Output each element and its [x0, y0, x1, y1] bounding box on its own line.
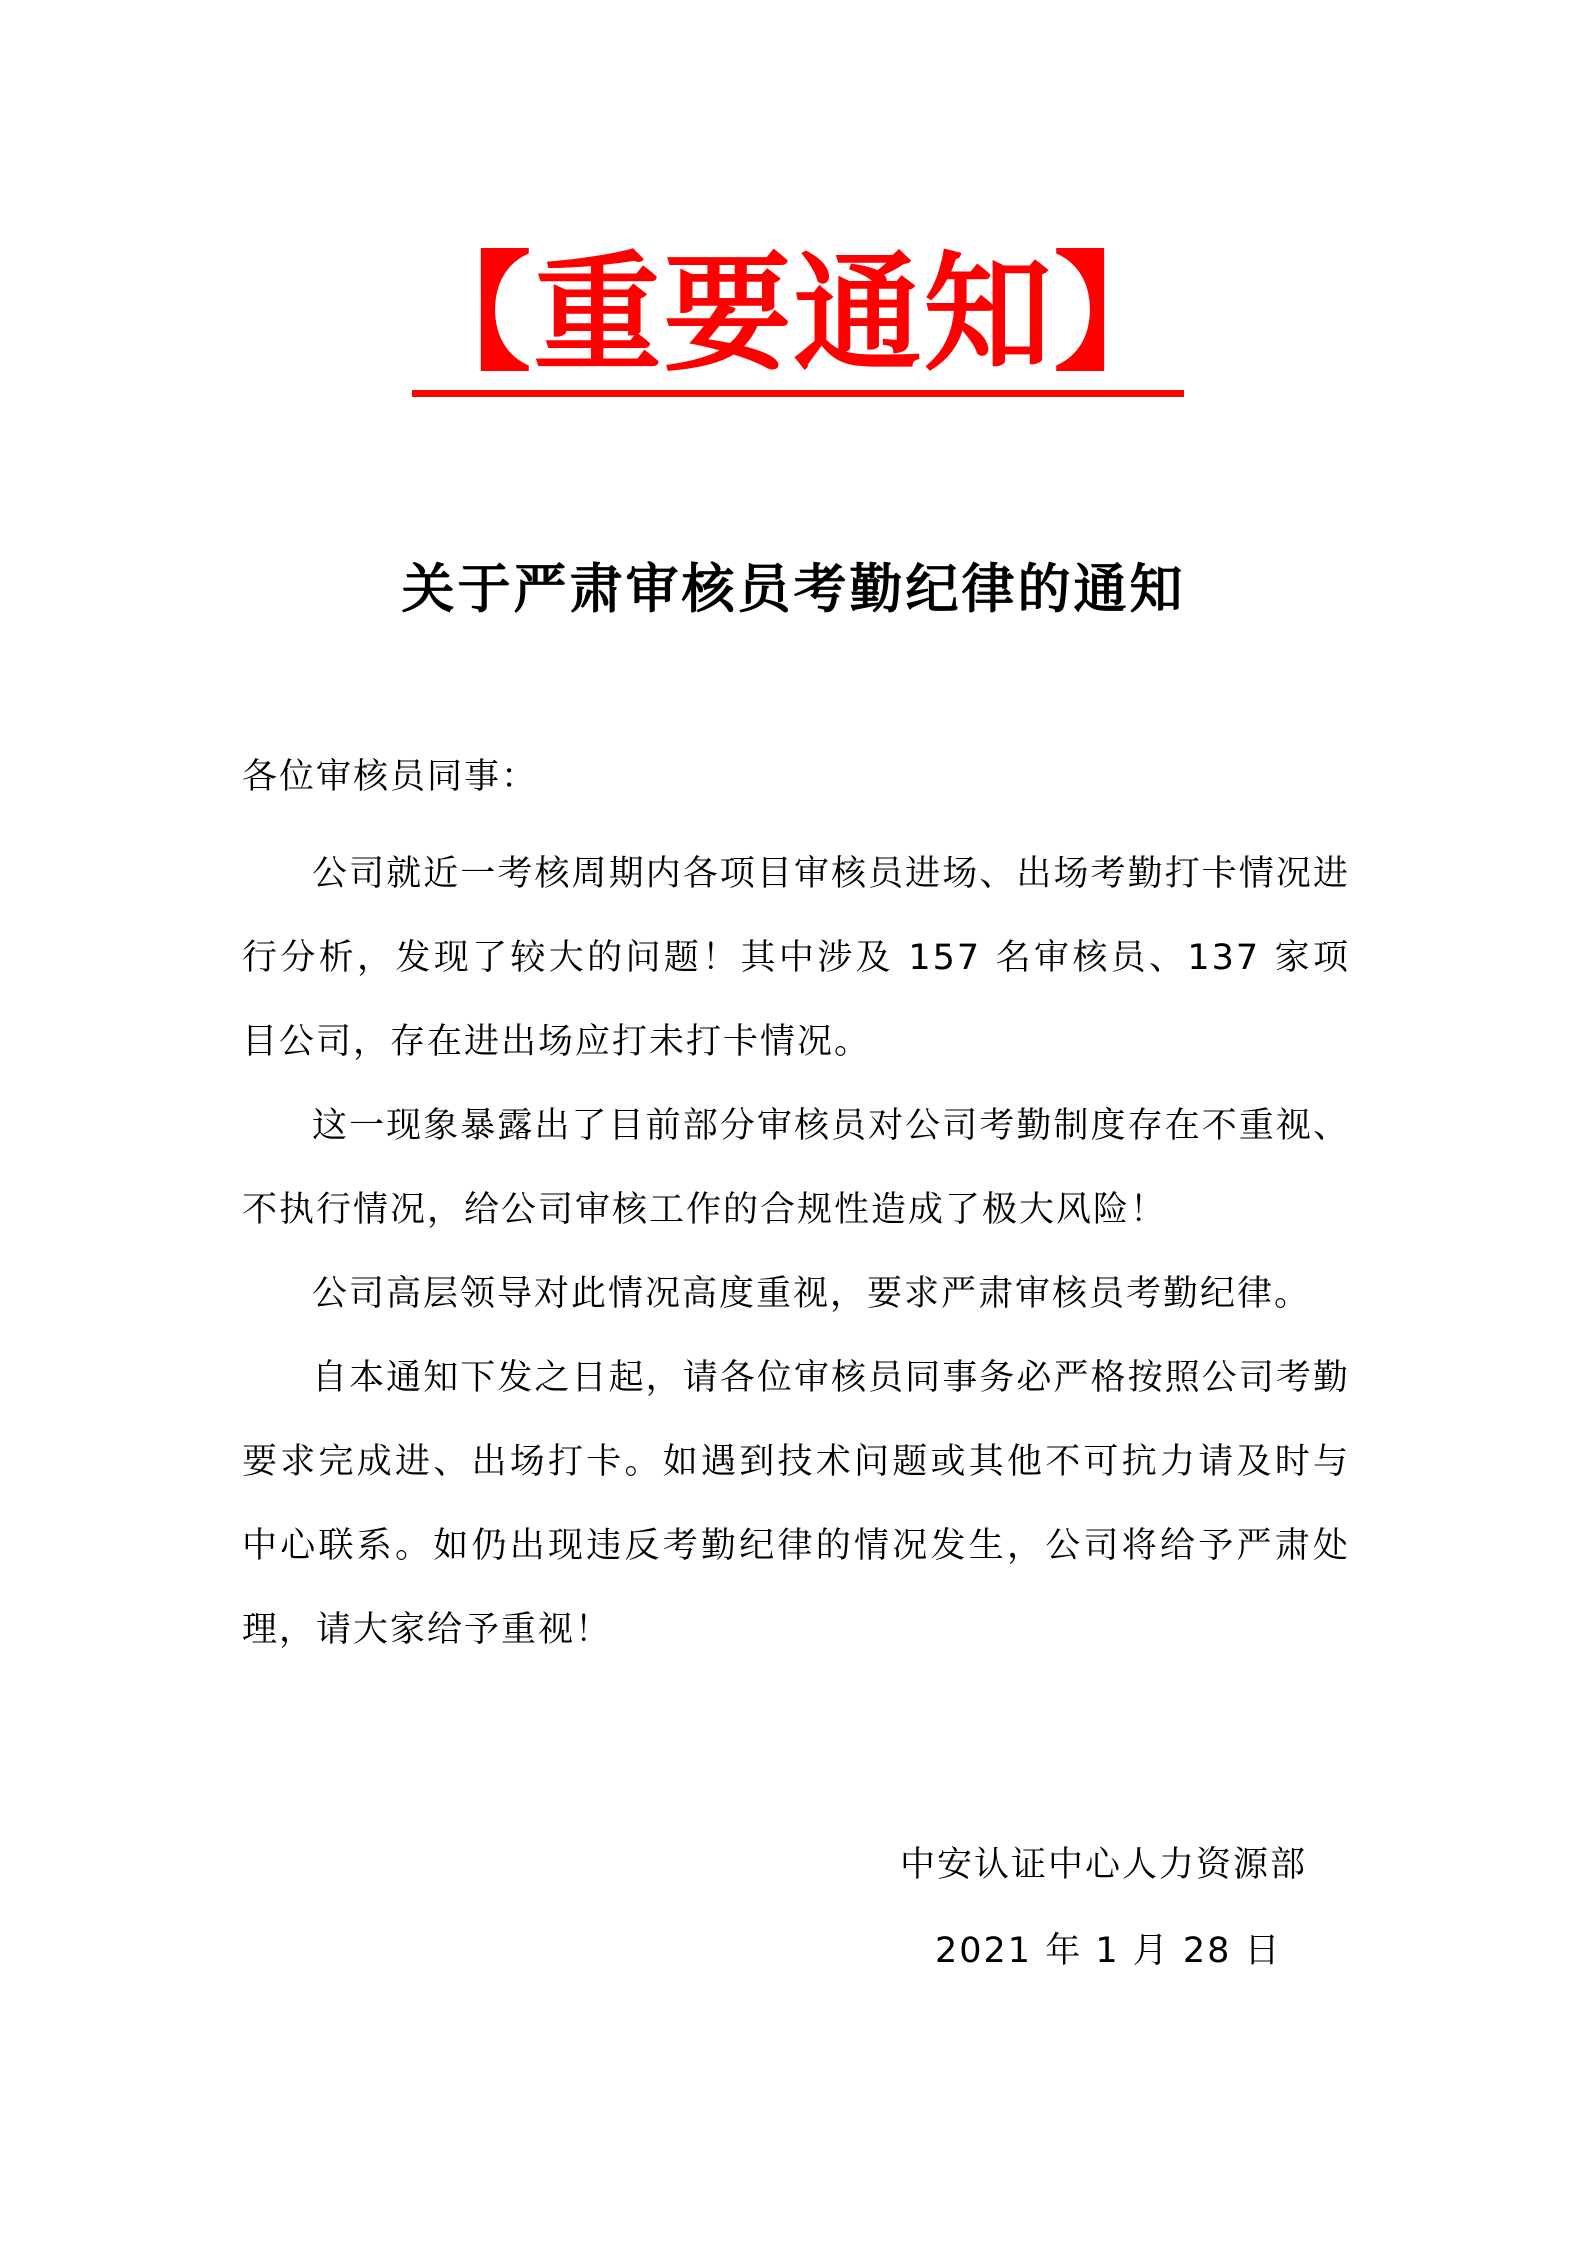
banner-underline-rule — [412, 390, 1184, 397]
document-title: 关于严肃审核员考勤纪律的通知 — [401, 559, 1186, 620]
body-paragraph-2: 这一现象暴露出了目前部分审核员对公司考勤制度存在不重视、不执行情况，给公司审核工作的合规性造成了极大风险！ — [242, 1106, 1350, 1230]
salutation: 各位审核员同事： — [242, 757, 539, 797]
signature-date: 2021 年 1 月 28 日 — [935, 1931, 1282, 1971]
body-paragraph-1: 公司就近一考核周期内各项目审核员进场、出场考勤打卡情况进行分析，发现了较大的问题！其中涉及 157 名审核员、137 家项目公司，存在进出场应打未打卡情况。 — [242, 854, 1350, 1062]
signature-department: 中安认证中心人力资源部 — [900, 1845, 1308, 1885]
notice-banner: 【重要通知】 — [403, 240, 1184, 389]
body-paragraph-3: 公司高层领导对此情况高度重视，要求严肃审核员考勤纪律。 — [312, 1274, 1312, 1314]
notice-body — [242, 832, 1350, 1672]
body-paragraph-4: 自本通知下发之日起，请各位审核员同事务必严格按照公司考勤要求完成进、出场打卡。如遇到技术问题或其他不可抗力请及时与中心联系。如仍出现违反考勤纪律的情况发生，公司将给予严肃处理，请大家给予重视！ — [242, 1358, 1350, 1650]
